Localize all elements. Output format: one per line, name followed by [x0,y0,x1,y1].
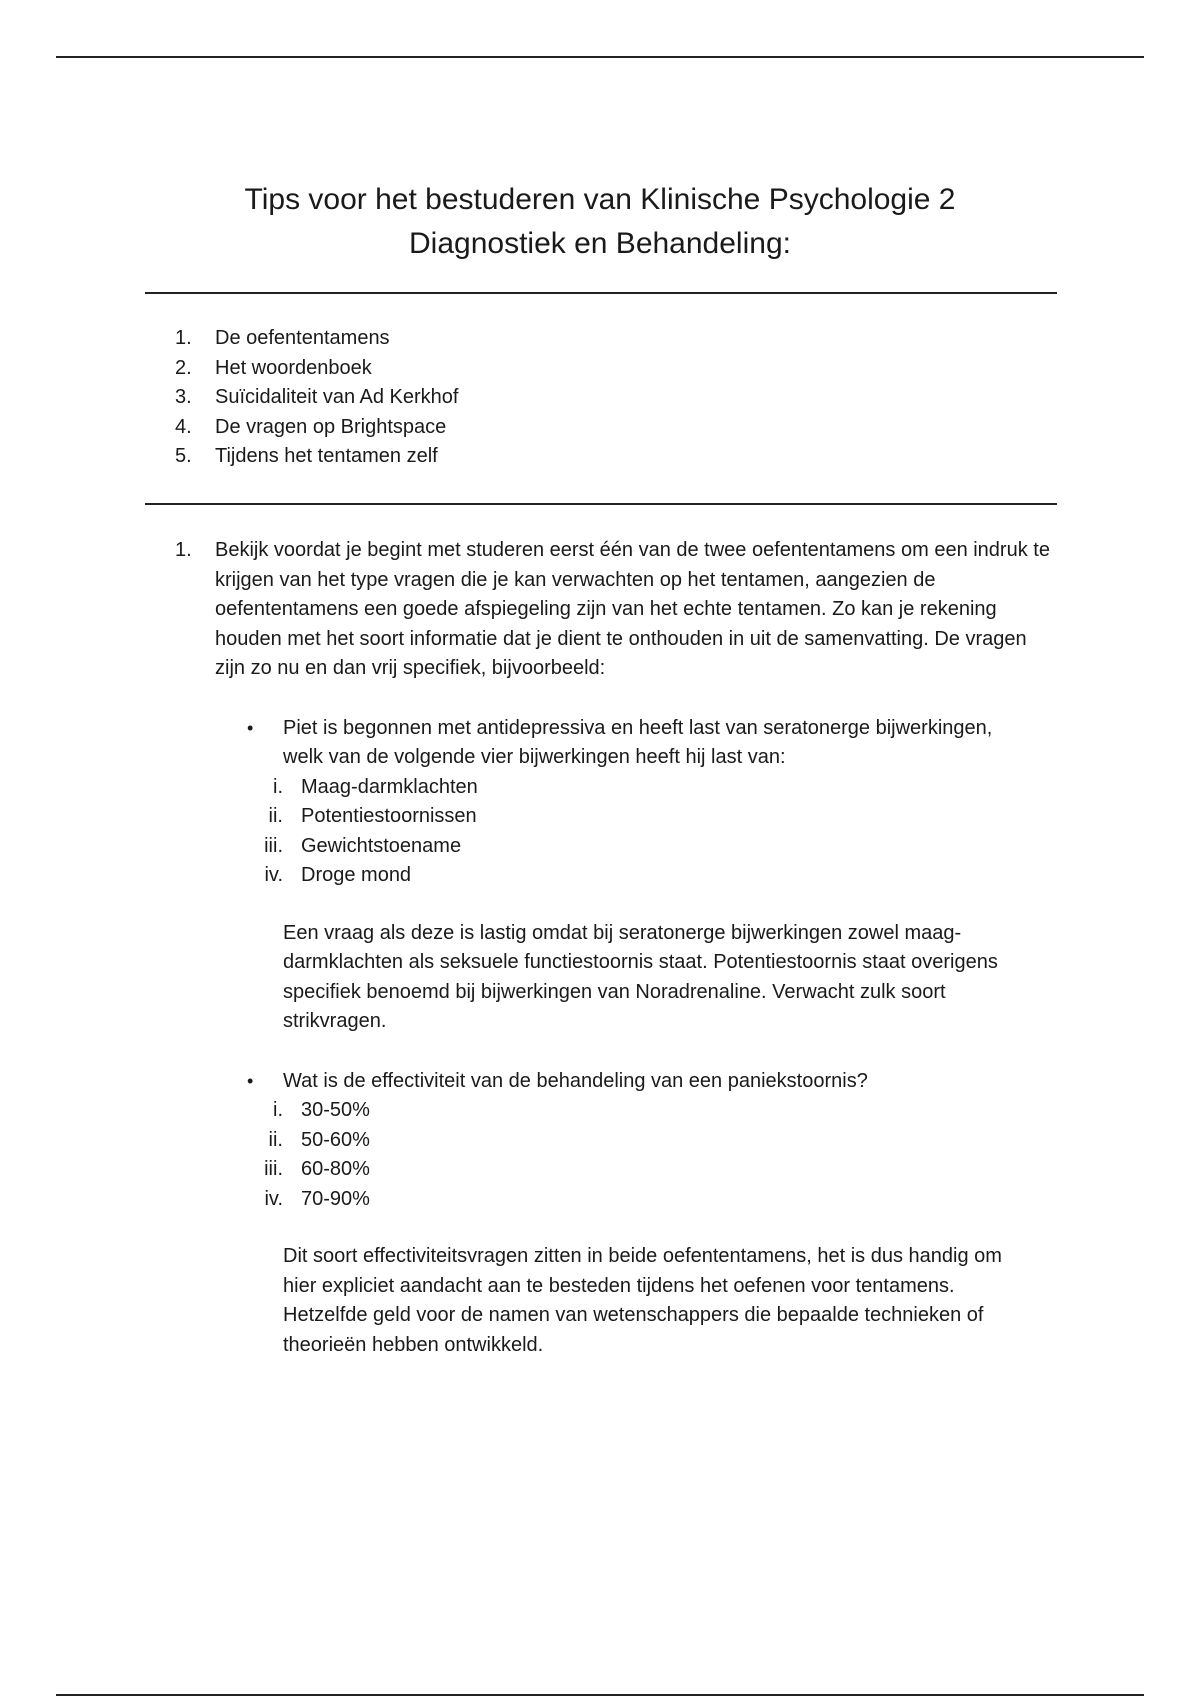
example-question-2 [247,1067,1037,1361]
toc-number: 1. [175,327,192,349]
option-label: Droge mond [301,864,412,886]
toc-label: Suïcidaliteit van Ad Kerkhof [215,386,459,408]
toc-label: Tijdens het tentamen zelf [215,445,438,467]
answer-option [247,832,1037,862]
toc-label: Het woordenboek [215,356,372,379]
answer-option [247,1185,1037,1215]
table-of-contents [175,324,775,472]
answer-option [247,1096,1037,1126]
bullet-item [247,1067,1037,1097]
option-number: iv. [264,1187,283,1210]
option-label: Potentiestoornissen [301,805,477,827]
toc-number: 2. [175,356,192,379]
answer-option [247,1126,1037,1156]
page-bottom-rule [56,1694,1144,1696]
document-title [150,178,1050,266]
option-label: 70-90% [301,1187,370,1210]
question-explanation: Een vraag als deze is lastig omdat bij seratonerge bijwerkingen zowel maag-darmklachten als seksuele functiestoornis staat. Potentiestoornis staat overigens specifiek benoemd bij bijwerkingen van Noradrenaline. Verwacht zulk soort strikvragen. [283,921,998,1032]
toc-item [175,324,775,354]
answer-option [247,861,1037,891]
question-text: Piet is begonnen met antidepressiva en heeft last van seratonerge bijwerkingen, welk van de volgende vier bijwerkingen heeft hij last van: [283,716,993,768]
separator-rule [145,292,1057,294]
title-line-1: Tips voor het bestuderen van Klinische Psychologie 2 [244,183,956,216]
section-oefententamens [175,536,1055,1360]
option-number: iii. [264,834,283,857]
example-question-1 [247,714,1037,1037]
toc-label: De vragen op Brightspace [215,415,447,438]
bullet-icon: • [247,1070,254,1091]
option-label: 50-60% [301,1128,370,1151]
option-number: i. [273,1099,283,1121]
answer-options [247,773,1037,891]
option-number: ii. [268,805,283,827]
option-number: i. [273,775,283,798]
title-line-2: Diagnostiek en Behandeling: [409,227,791,260]
toc-label: De oefententamens [215,327,390,349]
toc-item [175,383,775,413]
section-intro-item [175,536,1055,684]
answer-options [247,1096,1037,1214]
toc-item [175,413,775,443]
question-text: Wat is de effectiviteit van de behandeling van een paniekstoornis? [283,1069,868,1092]
toc-number: 4. [175,415,192,438]
option-number: iii. [264,1158,283,1180]
bullet-icon: • [247,717,254,738]
answer-option [247,773,1037,803]
option-label: 30-50% [301,1099,370,1121]
option-number: ii. [268,1128,283,1151]
answer-option [247,1155,1037,1185]
option-label: Maag-darmklachten [301,775,478,798]
toc-item [175,442,775,472]
option-label: 60-80% [301,1158,370,1180]
option-label: Gewichtstoename [301,834,462,857]
toc-number: 5. [175,445,192,467]
separator-rule [145,503,1057,505]
option-number: iv. [264,864,283,886]
toc-number: 3. [175,386,192,408]
section-number: 1. [175,539,192,561]
section-intro-text: Bekijk voordat je begint met studeren eerst één van de twee oefententamens om een indruk te krijgen van het type vragen die je kan verwachten op het tentamen, aangezien de oefententamens een goede afspiegeling zijn van het echte tentamen. Zo kan je rekening houden met het soort informatie dat je dient te onthouden in uit de samenvatting. De vragen zijn zo nu en dan vrij specifiek, bijvoorbeeld: [215,539,1050,679]
question-explanation: Dit soort effectiviteitsvragen zitten in beide oefententamens, het is dus handig om hier expliciet aandacht aan te besteden tijdens het oefenen voor tentamens. Hetzelfde geld voor de namen van wetenschappers die bepaalde technieken of theorieën hebben ontwikkeld. [283,1245,1002,1356]
page-top-rule [56,56,1144,58]
bullet-item [247,714,1037,773]
answer-option [247,802,1037,832]
toc-item [175,354,775,384]
